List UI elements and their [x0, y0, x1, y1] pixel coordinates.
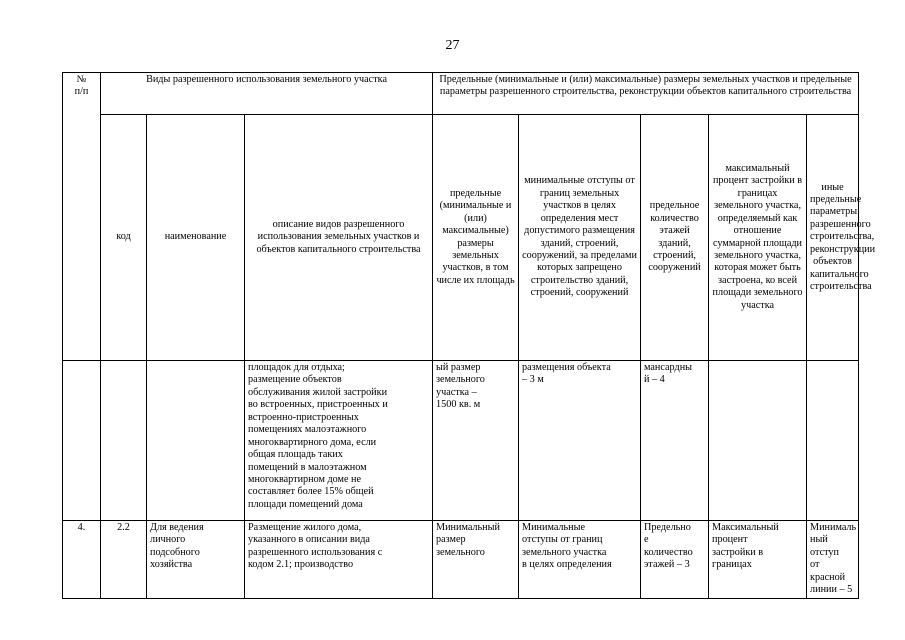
header-num: № п/п [63, 73, 101, 361]
header-other: иные предельные параметры разрешенного строительства, реконструкции объектов капитального строительства [807, 115, 859, 361]
cell-coverage: Максимальный процент застройки в границах [709, 521, 807, 599]
cell-other [807, 361, 859, 521]
cell-size: ый размер земельного участка – 1500 кв. м [433, 361, 519, 521]
table-row [63, 521, 859, 599]
cell-setbacks: Минимальные отступы от границ земельного участка в целях определения [519, 521, 641, 599]
cell-description: площадок для отдыха; размещение объектов обслуживания жилой застройки во встроенных, пристроенных и встроенно-пристроенных помещениях малоэтажного многоквартирного дома, если общая площадь таких помещений в малоэтажном многоквартирном доме не составляет более 15% общей площади помещений дома [245, 361, 433, 521]
cell-other: Минималь ный отступ от красной линии – 5 [807, 521, 859, 599]
header-description: описание видов разрешенного использования земельных участков и объектов капитального строительства [245, 115, 433, 361]
header-coverage: максимальный процент застройки в границах земельного участка, определяемый как отношение суммарной площади земельного участка, которая может быть застроена, ко всей площади земельного участка [709, 115, 807, 361]
table-row [63, 361, 859, 521]
header-floors: предельное количество этажей зданий, строений, сооружений [641, 115, 709, 361]
header-row-group [63, 73, 859, 115]
cell-name [147, 361, 245, 521]
cell-num [63, 361, 101, 521]
land-use-table [62, 72, 876, 599]
cell-floors: мансардны й – 4 [641, 361, 709, 521]
header-name: наименование [147, 115, 245, 361]
cell-code [101, 361, 147, 521]
cell-setbacks: размещения объекта – 3 м [519, 361, 641, 521]
cell-num: 4. [63, 521, 101, 599]
header-setbacks: минимальные отступы от границ земельных участков в целях определения мест допустимого размещения зданий, строений, сооружений, за пределами которых запрещено строительство зданий, строений, сооружений [519, 115, 641, 361]
cell-name: Для ведения личного подсобного хозяйства [147, 521, 245, 599]
cell-coverage [709, 361, 807, 521]
page-number: 27 [445, 38, 460, 53]
header-size: предельные (минимальные и (или) максимальные) размеры земельных участков, в том числе их площадь [433, 115, 519, 361]
cell-size: Минимальный размер земельного [433, 521, 519, 599]
cell-floors: Предельно е количество этажей – 3 [641, 521, 709, 599]
cell-description: Размещение жилого дома, указанного в описании вида разрешенного использования с кодом 2.1; производство [245, 521, 433, 599]
header-code: код [101, 115, 147, 361]
header-params-group: Предельные (минимальные и (или) максимальные) размеры земельных участков и предельные параметры разрешенного строительства, реконструкции объектов капитального строительства [433, 73, 859, 115]
cell-code: 2.2 [101, 521, 147, 599]
header-row-columns [63, 115, 859, 361]
header-types-group: Виды разрешенного использования земельного участка [101, 73, 433, 115]
